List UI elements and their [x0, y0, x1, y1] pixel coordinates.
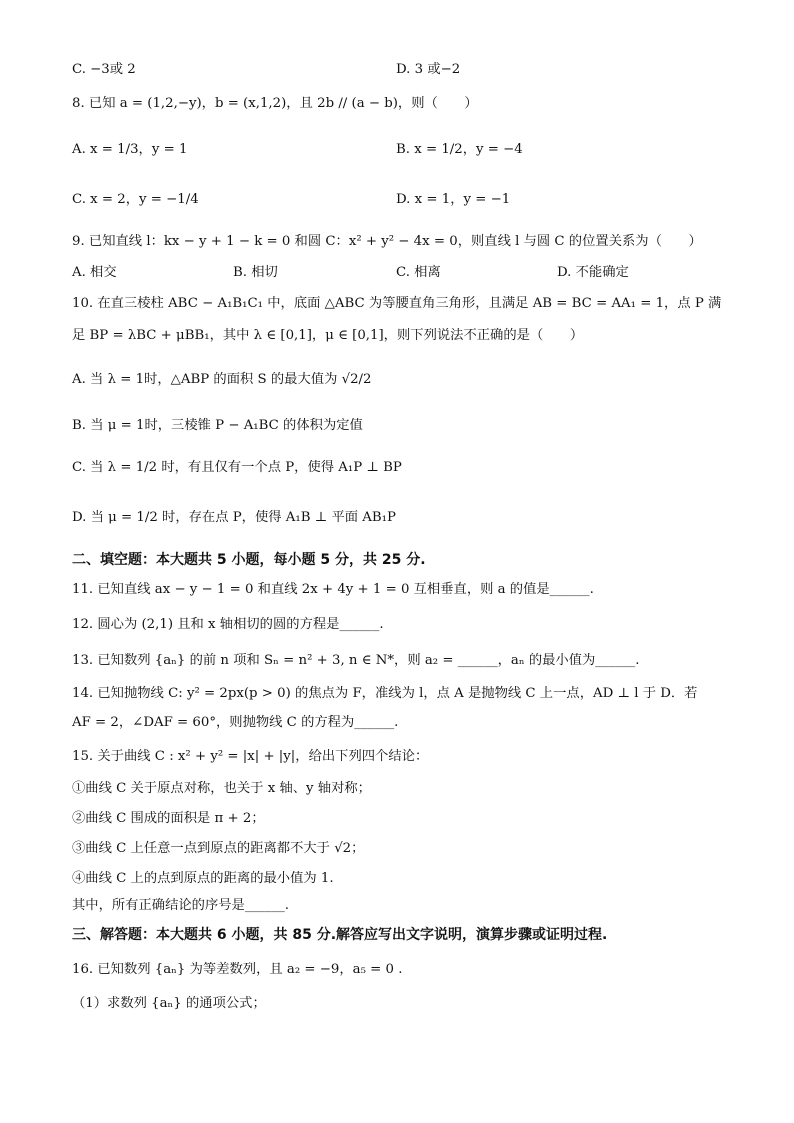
q9-option-c: C. 相离	[396, 265, 441, 280]
q12-stem: 12. 圆心为 (2,1) 且和 x 轴相切的圆的方程是______.	[72, 617, 384, 632]
q9-stem: 9. 已知直线 l：kx − y + 1 − k = 0 和圆 C：x² + y² − 4x = 0，则直线 l 与圆 C 的位置关系为（ ）	[72, 234, 702, 249]
section-solution-title: 三、解答题：本大题共 6 小题，共 85 分.解答应写出文字说明，演算步骤或证明过程.	[72, 927, 608, 943]
q15-conclusion-4: ④曲线 C 上的点到原点的距离的最小值为 1.	[72, 871, 334, 886]
q9-option-b: B. 相切	[233, 265, 278, 280]
q15-conclusion-2: ②曲线 C 围成的面积是 π + 2；	[72, 811, 265, 826]
q14-stem-line2: AF = 2，∠DAF = 60°，则抛物线 C 的方程为______.	[72, 715, 399, 730]
q15-conclusion-1: ①曲线 C 关于原点对称，也关于 x 轴、y 轴对称；	[72, 781, 371, 796]
section-fill-in-title: 二、填空题：本大题共 5 小题，每小题 5 分，共 25 分.	[72, 552, 426, 568]
q13-stem: 13. 已知数列 {aₙ} 的前 n 项和 Sₙ = n² + 3, n ∈ N*，则 a₂ = ______，aₙ 的最小值为______.	[72, 653, 640, 668]
q16-stem: 16. 已知数列 {aₙ} 为等差数列，且 a₂ = −9，a₅ = 0 .	[72, 962, 403, 977]
q9-option-a: A. 相交	[72, 265, 117, 280]
q15-tail: 其中，所有正确结论的序号是______.	[72, 898, 289, 913]
q8-option-c: C. x = 2，y = −1/4	[72, 192, 199, 207]
q15-conclusion-3: ③曲线 C 上任意一点到原点的距离都不大于 √2；	[72, 841, 365, 856]
q7-option-d: D. 3 或−2	[396, 62, 461, 77]
q11-stem: 11. 已知直线 ax − y − 1 = 0 和直线 2x + 4y + 1 = 0 互相垂直，则 a 的值是______.	[72, 582, 594, 597]
q14-stem-line1: 14. 已知抛物线 C: y² = 2px(p > 0) 的焦点为 F，准线为 l，点 A 是抛物线 C 上一点，AD ⊥ l 于 D．若	[72, 686, 698, 701]
q9-option-d: D. 不能确定	[557, 265, 629, 280]
q15-stem: 15. 关于曲线 C : x² + y² = |x| + |y|，给出下列四个结论：	[72, 749, 429, 764]
q10-option-a: A. 当 λ = 1时，△ABP 的面积 S 的最大值为 √2/2	[72, 372, 372, 387]
q8-option-d: D. x = 1，y = −1	[396, 192, 511, 207]
q8-option-a: A. x = 1/3，y = 1	[72, 142, 188, 157]
q10-stem-line1: 10. 在直三棱柱 ABC − A₁B₁C₁ 中，底面 △ABC 为等腰直角三角形，且满足 AB = BC = AA₁ = 1，点 P 满	[72, 296, 722, 311]
q16-part-1: （1）求数列 {aₙ} 的通项公式；	[72, 996, 266, 1011]
q10-stem-line2: 足 BP = λBC + μBB₁，其中 λ ∈ [0,1]，μ ∈ [0,1]，则下列说法不正确的是（ ）	[72, 328, 584, 343]
q10-option-d: D. 当 μ = 1/2 时，存在点 P，使得 A₁B ⊥ 平面 AB₁P	[72, 510, 396, 525]
q7-option-c: C. −3或 2	[72, 62, 136, 77]
q10-option-b: B. 当 μ = 1时，三棱锥 P − A₁BC 的体积为定值	[72, 418, 363, 433]
q10-option-c: C. 当 λ = 1/2 时，有且仅有一个点 P，使得 A₁P ⊥ BP	[72, 460, 402, 475]
q8-option-b: B. x = 1/2，y = −4	[396, 142, 523, 157]
q8-stem: 8. 已知 a = (1,2,−y)，b = (x,1,2)，且 2b // (a − b)，则（ ）	[72, 96, 478, 111]
